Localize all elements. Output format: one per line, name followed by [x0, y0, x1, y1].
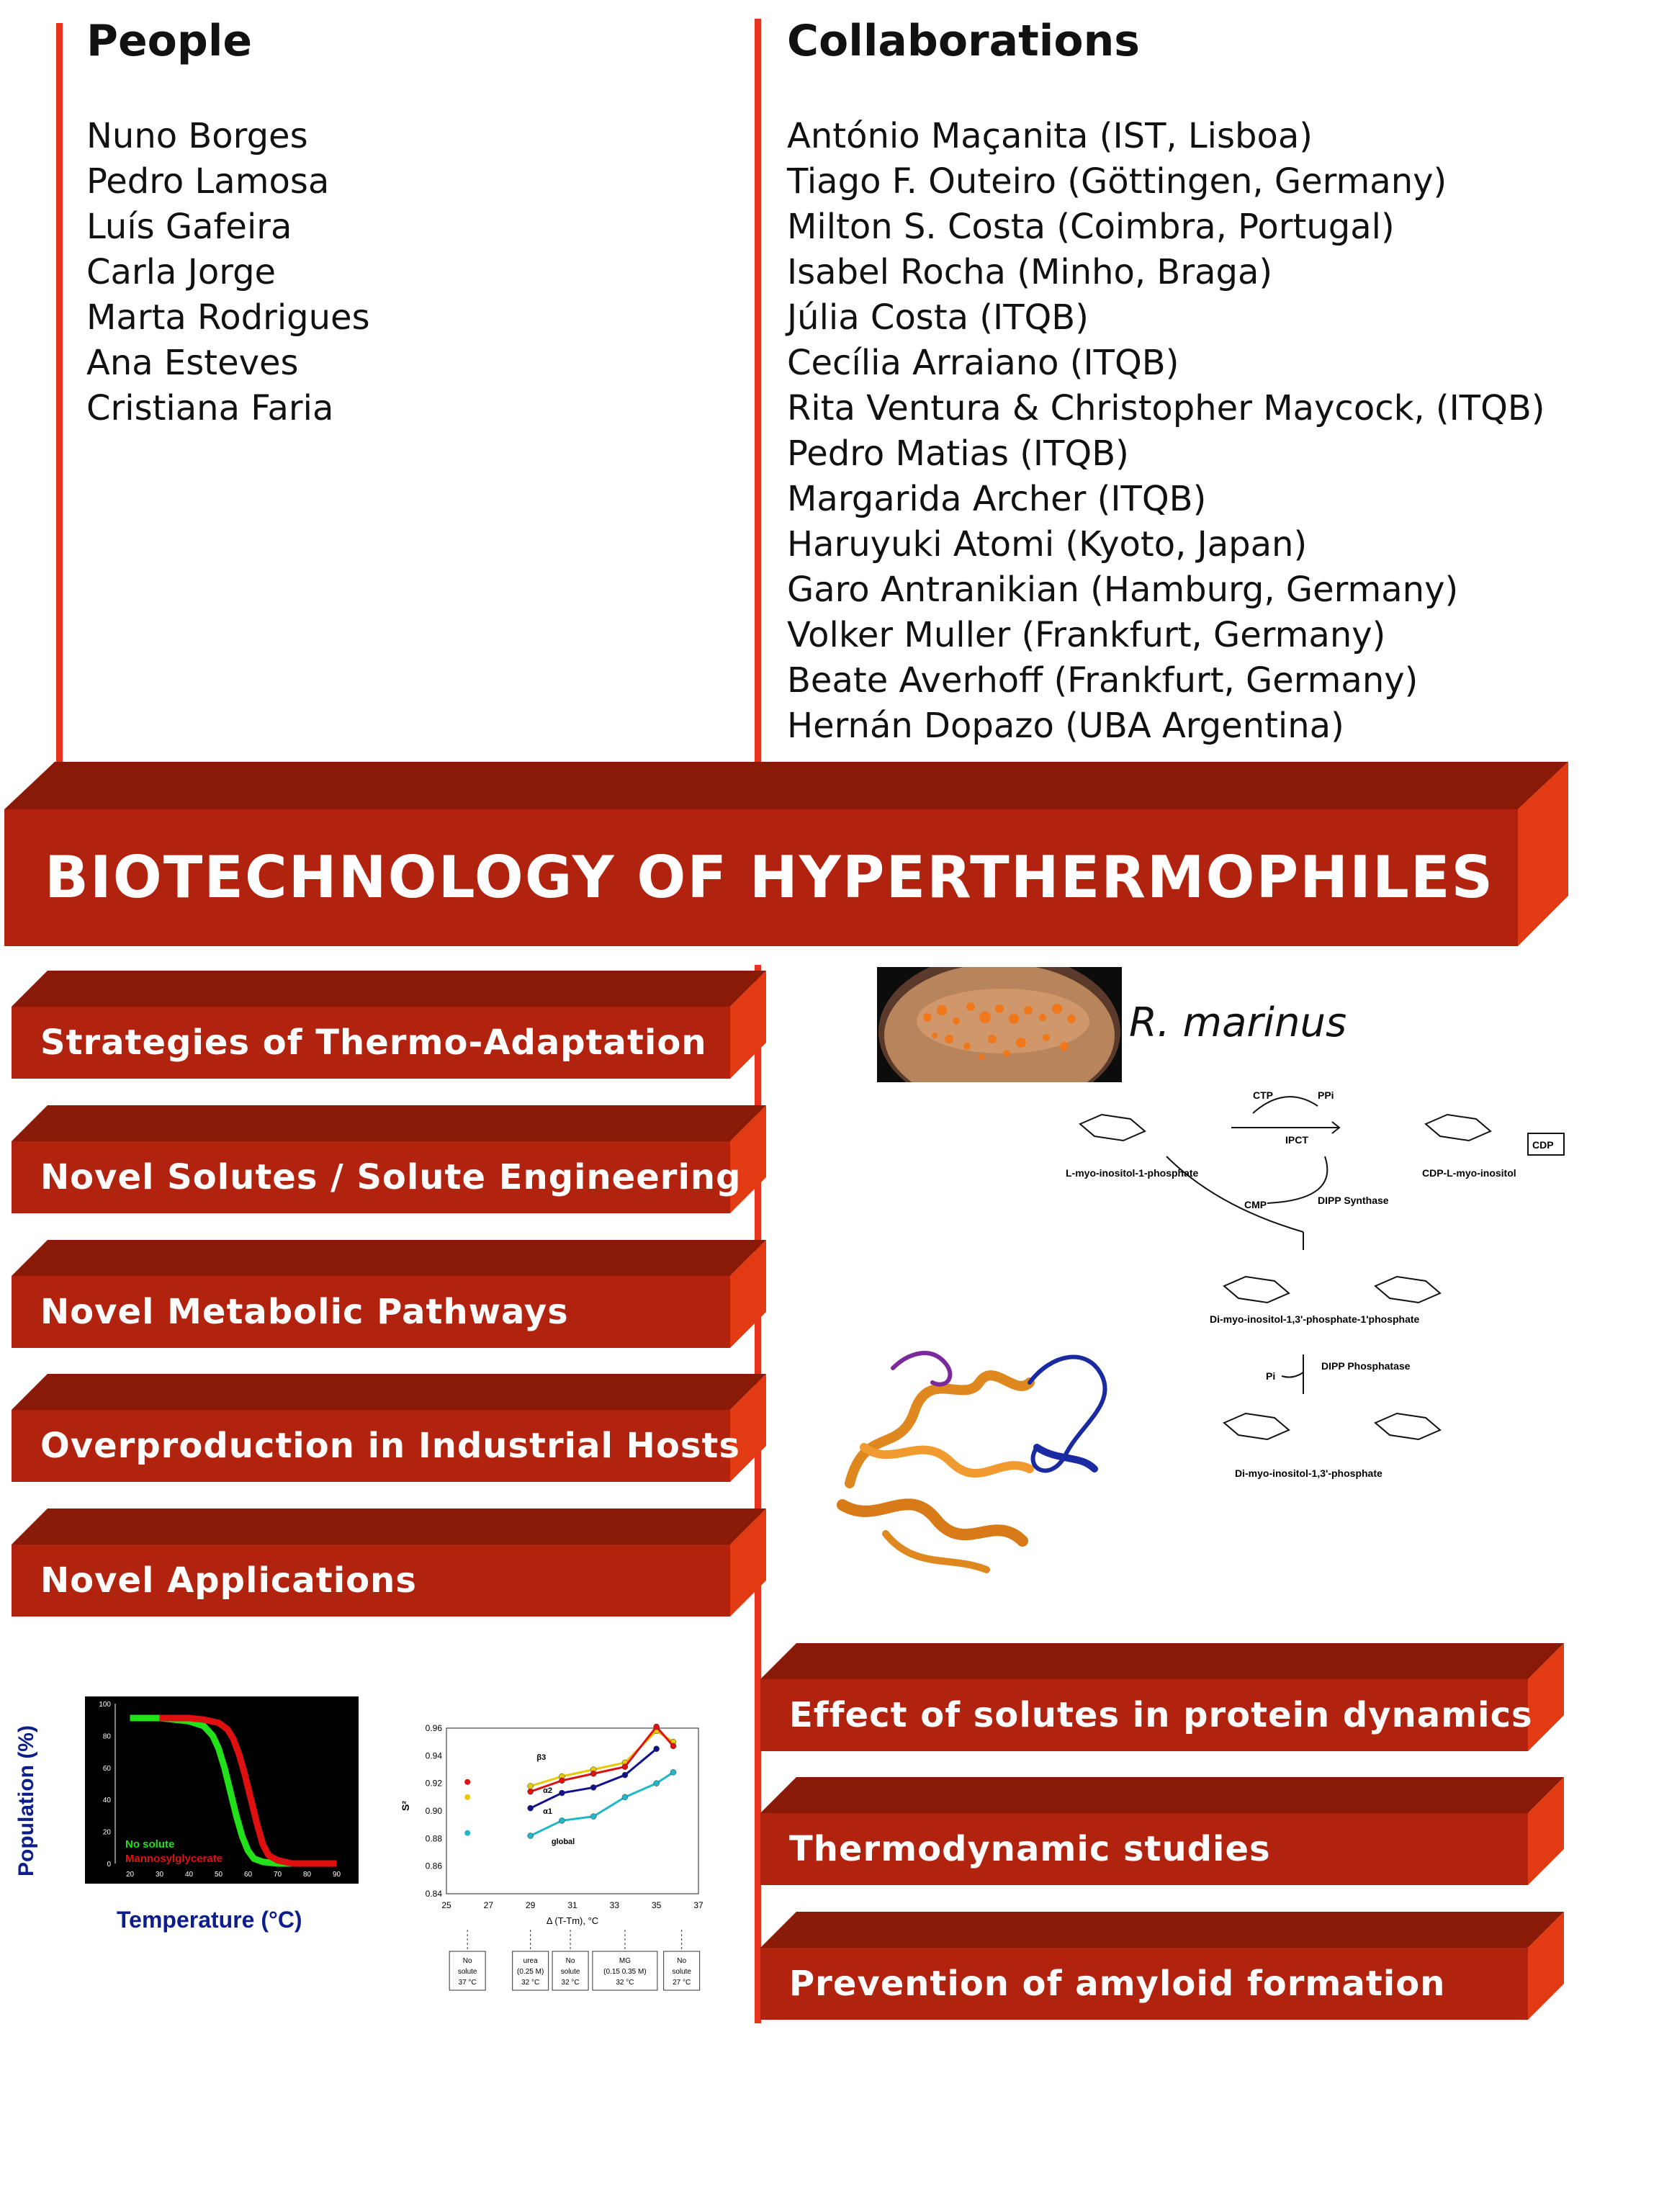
legend-label: Mannosylglycerate [125, 1853, 223, 1865]
collaborator: Hernán Dopazo (UBA Argentina) [787, 706, 1344, 746]
x-tick-label: 20 [125, 1871, 135, 1879]
pi-label: Pi [1266, 1370, 1276, 1382]
x-tick-label: 30 [155, 1871, 164, 1879]
plot-frame [446, 1728, 698, 1894]
research-bar [760, 1912, 1564, 2020]
condition-label: (0.15 0.35 M) [603, 1968, 647, 1976]
person-name: Marta Rodrigues [86, 297, 370, 338]
research-bar [760, 1643, 1564, 1751]
x-tick-label: 33 [609, 1900, 620, 1910]
condition-label: urea [523, 1957, 538, 1965]
phosphate-arrow [1282, 1372, 1303, 1377]
petri-dish-image [877, 967, 1122, 1082]
person-name: Nuno Borges [86, 116, 308, 156]
condition-label: 32 °C [616, 1979, 634, 1987]
series-line [531, 1731, 673, 1786]
x-tick-label: 80 [302, 1871, 312, 1879]
x-tick-label: 90 [332, 1871, 341, 1879]
x-tick-label: 50 [214, 1871, 223, 1879]
y-tick-label: 100 [99, 1701, 111, 1709]
compound-label: CDP-L-myo-inositol [1422, 1167, 1516, 1179]
melting-curve-chart [85, 1696, 359, 1884]
y-axis-label: S² [400, 1801, 411, 1811]
condition-label: 32 °C [561, 1979, 580, 1987]
y-tick-label: 0.88 [425, 1833, 442, 1844]
research-label: Effect of solutes in protein dynamics [760, 1679, 1528, 1751]
ppi-label: PPi [1318, 1089, 1334, 1101]
reference-point [464, 1794, 470, 1800]
chart1-ylabel: Population (%) [14, 1725, 38, 1876]
collaborator: Haruyuki Atomi (Kyoto, Japan) [787, 524, 1308, 565]
data-point [670, 1769, 676, 1775]
collaborations-title: Collaborations [787, 16, 1141, 66]
cdp-label: CDP [1532, 1139, 1554, 1151]
data-point [622, 1794, 628, 1800]
collaborator: Milton S. Costa (Coimbra, Portugal) [787, 207, 1395, 247]
x-tick-label: 35 [651, 1900, 662, 1910]
people-divider-line [56, 23, 63, 763]
compound-label: L-myo-inositol-1-phosphate [1066, 1167, 1199, 1179]
y-tick-label: 0.94 [425, 1750, 442, 1761]
x-tick-label: 60 [243, 1871, 253, 1879]
chart1-xlabel: Temperature (°C) [117, 1907, 302, 1933]
condition-label: 32 °C [521, 1979, 540, 1987]
condition-label: MG [619, 1957, 631, 1965]
research-bar [760, 1777, 1564, 1885]
research-label: Prevention of amyloid formation [760, 1948, 1528, 2020]
collaborator: António Maçanita (IST, Lisboa) [787, 116, 1313, 156]
y-tick-label: 0.90 [425, 1806, 442, 1816]
y-tick-label: 0.86 [425, 1861, 442, 1871]
condition-label: 27 °C [673, 1979, 691, 1987]
y-tick-label: 0 [107, 1861, 111, 1869]
data-point [528, 1805, 534, 1811]
collaborator: Isabel Rocha (Minho, Braga) [787, 252, 1273, 292]
collab-divider-line [755, 19, 761, 763]
x-axis-label: Δ (T-Tm), °C [546, 1915, 599, 1926]
data-point [670, 1743, 676, 1749]
inositol-ring [1375, 1413, 1440, 1439]
data-point [622, 1764, 628, 1770]
person-name: Cristiana Faria [86, 388, 334, 428]
x-tick-label: 27 [483, 1900, 494, 1910]
x-tick-label: 37 [693, 1900, 703, 1910]
ctp-label: CTP [1253, 1089, 1273, 1101]
y-tick-label: 0.92 [425, 1778, 442, 1789]
y-tick-label: 0.84 [425, 1889, 442, 1899]
inositol-ring [1426, 1115, 1491, 1141]
banner-title: BIOTECHNOLOGY OF HYPERTHERMOPHILES [4, 809, 1518, 946]
collaborations-list [787, 114, 1545, 749]
series-line [531, 1772, 673, 1835]
condition-label: 37 °C [458, 1979, 477, 1987]
data-point [654, 1781, 660, 1786]
person-name: Pedro Lamosa [86, 161, 330, 202]
series-line [160, 1718, 337, 1863]
collaborator: Volker Muller (Frankfurt, Germany) [787, 615, 1386, 655]
inositol-ring [1080, 1115, 1145, 1141]
topic-bar [12, 1240, 766, 1348]
topic-bar [12, 971, 766, 1079]
compound-label: Di-myo-inositol-1,3'-phosphate [1235, 1467, 1382, 1479]
y-tick-label: 20 [102, 1828, 111, 1837]
inositol-ring [1224, 1277, 1289, 1303]
topic-label: Strategies of Thermo-Adaptation [12, 1007, 730, 1079]
main-banner [4, 762, 1568, 946]
x-tick-label: 70 [273, 1871, 282, 1879]
data-point [559, 1790, 565, 1796]
inositol-ring [1375, 1277, 1440, 1303]
y-tick-label: 0.96 [425, 1723, 442, 1733]
petri-dish-photo [877, 967, 1122, 1082]
x-tick-label: 31 [567, 1900, 577, 1910]
y-tick-label: 60 [102, 1764, 111, 1773]
topic-label: Overproduction in Industrial Hosts [12, 1410, 730, 1482]
reference-point [464, 1779, 470, 1785]
dipp-synthase-label: DIPP Synthase [1318, 1195, 1389, 1206]
data-point [590, 1814, 596, 1820]
topic-label: Novel Solutes / Solute Engineering [12, 1141, 730, 1213]
condition-label: solute [560, 1968, 580, 1976]
reference-point [464, 1830, 470, 1836]
data-point [528, 1784, 534, 1789]
x-tick-label: 25 [441, 1900, 451, 1910]
series-annotation: global [551, 1838, 575, 1846]
person-name: Carla Jorge [86, 252, 276, 292]
topic-label: Novel Applications [12, 1545, 730, 1617]
collaborator: Margarida Archer (ITQB) [787, 479, 1207, 519]
data-point [559, 1817, 565, 1823]
data-point [654, 1746, 660, 1752]
ipct-label: IPCT [1285, 1134, 1308, 1146]
data-point [559, 1778, 565, 1784]
topic-bar [12, 1105, 766, 1213]
y-tick-label: 80 [102, 1732, 111, 1741]
series-line [531, 1749, 657, 1808]
series-annotation: α2 [543, 1786, 553, 1796]
people-list [86, 114, 370, 431]
legend-label: No solute [125, 1838, 175, 1851]
data-point [590, 1784, 596, 1790]
data-point [528, 1833, 534, 1839]
dipp-phosphatase-label: DIPP Phosphatase [1321, 1360, 1411, 1372]
person-name: Luís Gafeira [86, 207, 292, 247]
y-tick-label: 40 [102, 1797, 111, 1805]
data-point [528, 1789, 534, 1794]
x-tick-label: 29 [525, 1900, 536, 1910]
melting-curve-plot [85, 1696, 359, 1884]
condition-label: No [677, 1957, 687, 1965]
collaborator: Beate Averhoff (Frankfurt, Germany) [787, 660, 1419, 701]
condition-label: solute [457, 1968, 477, 1976]
condition-label: No [565, 1957, 575, 1965]
collaborator: Júlia Costa (ITQB) [787, 297, 1089, 338]
collaborator: Rita Ventura & Christopher Maycock, (ITQB) [787, 388, 1545, 428]
data-point [654, 1724, 660, 1730]
condition-label: No [462, 1957, 472, 1965]
series-annotation: β3 [536, 1753, 547, 1763]
organism-name: R. marinus [1129, 999, 1347, 1046]
topic-bar [12, 1509, 766, 1617]
collaborator: Cecília Arraiano (ITQB) [787, 343, 1179, 383]
data-point [622, 1772, 628, 1778]
data-point [590, 1771, 596, 1776]
collaborator: Tiago F. Outeiro (Göttingen, Germany) [787, 161, 1447, 202]
topic-label: Novel Metabolic Pathways [12, 1276, 730, 1348]
condition-label: solute [672, 1968, 692, 1976]
cmp-label: CMP [1244, 1199, 1267, 1210]
inositol-ring [1224, 1413, 1289, 1439]
protein-structure-image [821, 1339, 1130, 1584]
people-title: People [86, 16, 253, 66]
order-parameter-chart [396, 1714, 713, 2016]
collaborator: Pedro Matias (ITQB) [787, 433, 1129, 474]
research-label: Thermodynamic studies [760, 1813, 1528, 1885]
person-name: Ana Esteves [86, 343, 299, 383]
collaborator: Garo Antranikian (Hamburg, Germany) [787, 570, 1459, 610]
compound-label: Di-myo-inositol-1,3'-phosphate-1'phosphate [1210, 1313, 1420, 1325]
condition-label: (0.25 M) [517, 1968, 544, 1976]
series-annotation: α1 [543, 1807, 553, 1816]
topic-bar [12, 1374, 766, 1482]
x-tick-label: 40 [184, 1871, 194, 1879]
